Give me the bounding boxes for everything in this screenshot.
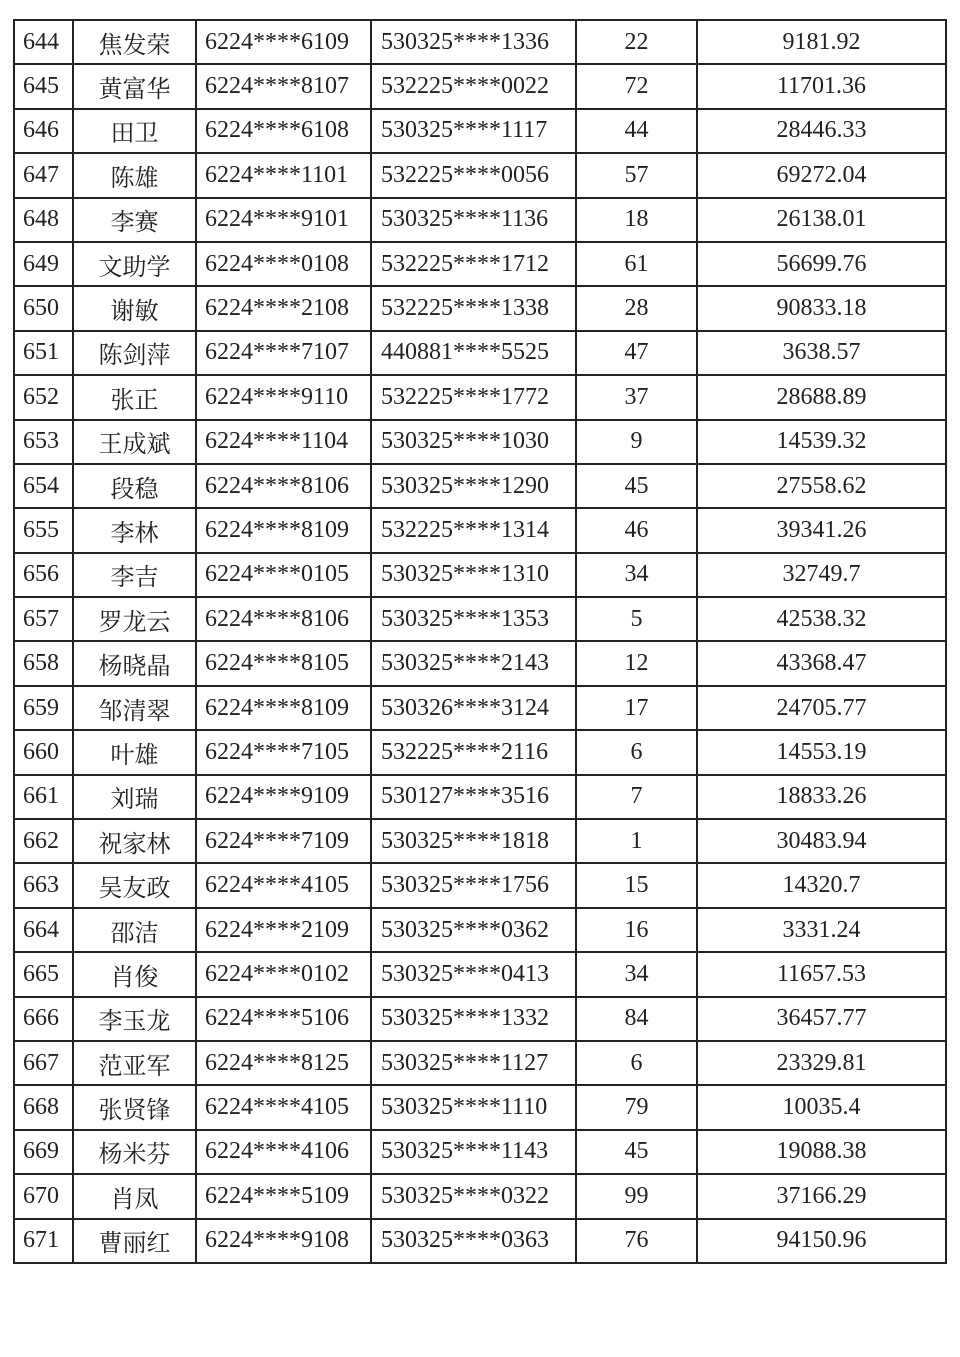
- id-number-cell: 530325****1030: [371, 420, 576, 464]
- name-cell: 焦发荣: [73, 20, 196, 64]
- amount-cell: 19088.38: [697, 1130, 946, 1174]
- name-cell: 陈剑萍: [73, 331, 196, 375]
- row-number-cell: 655: [14, 508, 73, 552]
- table-row: [14, 1041, 946, 1085]
- row-number-cell: 649: [14, 242, 73, 286]
- table-row: [14, 20, 946, 64]
- row-number-cell: 666: [14, 997, 73, 1041]
- amount-cell: 39341.26: [697, 508, 946, 552]
- name-cell: 肖凤: [73, 1174, 196, 1218]
- count-cell: 61: [576, 242, 697, 286]
- bank-card-number-cell: 6224****2109: [196, 908, 371, 952]
- name-cell: 杨晓晶: [73, 641, 196, 685]
- row-number-cell: 650: [14, 286, 73, 330]
- bank-card-number-cell: 6224****8106: [196, 464, 371, 508]
- amount-cell: 26138.01: [697, 198, 946, 242]
- amount-cell: 3331.24: [697, 908, 946, 952]
- id-number-cell: 530326****3124: [371, 686, 576, 730]
- row-number-cell: 646: [14, 109, 73, 153]
- amount-cell: 43368.47: [697, 641, 946, 685]
- row-number-cell: 658: [14, 641, 73, 685]
- bank-card-number-cell: 6224****7109: [196, 819, 371, 863]
- id-number-cell: 530325****1332: [371, 997, 576, 1041]
- count-cell: 28: [576, 286, 697, 330]
- count-cell: 17: [576, 686, 697, 730]
- count-cell: 47: [576, 331, 697, 375]
- table-row: [14, 1174, 946, 1218]
- name-cell: 李赛: [73, 198, 196, 242]
- id-number-cell: 530325****0322: [371, 1174, 576, 1218]
- amount-cell: 28446.33: [697, 109, 946, 153]
- amount-cell: 27558.62: [697, 464, 946, 508]
- table-row: [14, 286, 946, 330]
- bank-card-number-cell: 6224****7107: [196, 331, 371, 375]
- count-cell: 5: [576, 597, 697, 641]
- table-row: [14, 863, 946, 907]
- table-row: [14, 198, 946, 242]
- table-row: [14, 375, 946, 419]
- row-number-cell: 644: [14, 20, 73, 64]
- bank-card-number-cell: 6224****4105: [196, 1085, 371, 1129]
- bank-card-number-cell: 6224****4106: [196, 1130, 371, 1174]
- id-number-cell: 530325****1310: [371, 553, 576, 597]
- table-row: [14, 908, 946, 952]
- bank-card-number-cell: 6224****4105: [196, 863, 371, 907]
- row-number-cell: 656: [14, 553, 73, 597]
- row-number-cell: 651: [14, 331, 73, 375]
- count-cell: 12: [576, 641, 697, 685]
- count-cell: 34: [576, 952, 697, 996]
- bank-card-number-cell: 6224****1101: [196, 153, 371, 197]
- name-cell: 罗龙云: [73, 597, 196, 641]
- table-row: [14, 508, 946, 552]
- id-number-cell: 530325****1290: [371, 464, 576, 508]
- name-cell: 李林: [73, 508, 196, 552]
- name-cell: 文助学: [73, 242, 196, 286]
- table-row: [14, 641, 946, 685]
- bank-card-number-cell: 6224****8107: [196, 64, 371, 108]
- count-cell: 45: [576, 464, 697, 508]
- count-cell: 99: [576, 1174, 697, 1218]
- id-number-cell: 530325****1353: [371, 597, 576, 641]
- row-number-cell: 660: [14, 730, 73, 774]
- id-number-cell: 530325****1336: [371, 20, 576, 64]
- name-cell: 邹清翠: [73, 686, 196, 730]
- row-number-cell: 671: [14, 1219, 73, 1263]
- table-row: [14, 997, 946, 1041]
- table-row: [14, 153, 946, 197]
- count-cell: 57: [576, 153, 697, 197]
- name-cell: 肖俊: [73, 952, 196, 996]
- table-row: [14, 1130, 946, 1174]
- amount-cell: 11657.53: [697, 952, 946, 996]
- id-number-cell: 530127****3516: [371, 775, 576, 819]
- table-row: [14, 819, 946, 863]
- id-number-cell: 532225****1772: [371, 375, 576, 419]
- count-cell: 6: [576, 1041, 697, 1085]
- row-number-cell: 652: [14, 375, 73, 419]
- table-row: [14, 420, 946, 464]
- table-row: [14, 952, 946, 996]
- amount-cell: 14553.19: [697, 730, 946, 774]
- name-cell: 范亚军: [73, 1041, 196, 1085]
- row-number-cell: 657: [14, 597, 73, 641]
- count-cell: 6: [576, 730, 697, 774]
- name-cell: 李玉龙: [73, 997, 196, 1041]
- name-cell: 张贤锋: [73, 1085, 196, 1129]
- id-number-cell: 532225****1314: [371, 508, 576, 552]
- amount-cell: 36457.77: [697, 997, 946, 1041]
- id-number-cell: 530325****0363: [371, 1219, 576, 1263]
- bank-card-number-cell: 6224****8105: [196, 641, 371, 685]
- id-number-cell: 530325****1143: [371, 1130, 576, 1174]
- count-cell: 44: [576, 109, 697, 153]
- name-cell: 叶雄: [73, 730, 196, 774]
- bank-card-number-cell: 6224****1104: [196, 420, 371, 464]
- count-cell: 34: [576, 553, 697, 597]
- count-cell: 22: [576, 20, 697, 64]
- name-cell: 杨米芬: [73, 1130, 196, 1174]
- count-cell: 46: [576, 508, 697, 552]
- count-cell: 72: [576, 64, 697, 108]
- name-cell: 李吉: [73, 553, 196, 597]
- count-cell: 15: [576, 863, 697, 907]
- row-number-cell: 653: [14, 420, 73, 464]
- row-number-cell: 668: [14, 1085, 73, 1129]
- count-cell: 45: [576, 1130, 697, 1174]
- amount-cell: 14320.7: [697, 863, 946, 907]
- row-number-cell: 645: [14, 64, 73, 108]
- id-number-cell: 530325****1756: [371, 863, 576, 907]
- table-row: [14, 597, 946, 641]
- id-number-cell: 530325****1110: [371, 1085, 576, 1129]
- bank-card-number-cell: 6224****7105: [196, 730, 371, 774]
- amount-cell: 32749.7: [697, 553, 946, 597]
- table-row: [14, 1085, 946, 1129]
- bank-card-number-cell: 6224****9110: [196, 375, 371, 419]
- count-cell: 7: [576, 775, 697, 819]
- name-cell: 段稳: [73, 464, 196, 508]
- bank-card-number-cell: 6224****9101: [196, 198, 371, 242]
- id-number-cell: 530325****1818: [371, 819, 576, 863]
- amount-cell: 10035.4: [697, 1085, 946, 1129]
- amount-cell: 28688.89: [697, 375, 946, 419]
- id-number-cell: 530325****1117: [371, 109, 576, 153]
- id-number-cell: 532225****0022: [371, 64, 576, 108]
- amount-cell: 18833.26: [697, 775, 946, 819]
- amount-cell: 42538.32: [697, 597, 946, 641]
- row-number-cell: 654: [14, 464, 73, 508]
- bank-card-number-cell: 6224****6109: [196, 20, 371, 64]
- table-row: [14, 730, 946, 774]
- name-cell: 谢敏: [73, 286, 196, 330]
- id-number-cell: 530325****2143: [371, 641, 576, 685]
- id-number-cell: 530325****1136: [371, 198, 576, 242]
- amount-cell: 90833.18: [697, 286, 946, 330]
- id-number-cell: 532225****0056: [371, 153, 576, 197]
- amount-cell: 24705.77: [697, 686, 946, 730]
- name-cell: 吴友政: [73, 863, 196, 907]
- row-number-cell: 665: [14, 952, 73, 996]
- bank-card-number-cell: 6224****5109: [196, 1174, 371, 1218]
- name-cell: 邵洁: [73, 908, 196, 952]
- count-cell: 16: [576, 908, 697, 952]
- count-cell: 9: [576, 420, 697, 464]
- row-number-cell: 664: [14, 908, 73, 952]
- bank-card-number-cell: 6224****8125: [196, 1041, 371, 1085]
- row-number-cell: 659: [14, 686, 73, 730]
- bank-card-number-cell: 6224****8109: [196, 686, 371, 730]
- id-number-cell: 530325****0413: [371, 952, 576, 996]
- bank-card-number-cell: 6224****9109: [196, 775, 371, 819]
- count-cell: 18: [576, 198, 697, 242]
- count-cell: 37: [576, 375, 697, 419]
- row-number-cell: 667: [14, 1041, 73, 1085]
- id-number-cell: 532225****1338: [371, 286, 576, 330]
- row-number-cell: 670: [14, 1174, 73, 1218]
- id-number-cell: 532225****2116: [371, 730, 576, 774]
- bank-card-number-cell: 6224****2108: [196, 286, 371, 330]
- amount-cell: 56699.76: [697, 242, 946, 286]
- table-row: [14, 553, 946, 597]
- row-number-cell: 647: [14, 153, 73, 197]
- amount-cell: 37166.29: [697, 1174, 946, 1218]
- count-cell: 84: [576, 997, 697, 1041]
- bank-card-number-cell: 6224****0108: [196, 242, 371, 286]
- name-cell: 陈雄: [73, 153, 196, 197]
- id-number-cell: 440881****5525: [371, 331, 576, 375]
- name-cell: 刘瑞: [73, 775, 196, 819]
- row-number-cell: 661: [14, 775, 73, 819]
- name-cell: 曹丽红: [73, 1219, 196, 1263]
- table-row: [14, 331, 946, 375]
- name-cell: 张正: [73, 375, 196, 419]
- id-number-cell: 530325****1127: [371, 1041, 576, 1085]
- name-cell: 田卫: [73, 109, 196, 153]
- count-cell: 1: [576, 819, 697, 863]
- table-row: [14, 464, 946, 508]
- row-number-cell: 663: [14, 863, 73, 907]
- table-row: [14, 1219, 946, 1263]
- table-row: [14, 64, 946, 108]
- bank-card-number-cell: 6224****8109: [196, 508, 371, 552]
- data-table: [13, 19, 947, 1264]
- table-body: [14, 20, 946, 1263]
- bank-card-number-cell: 6224****8106: [196, 597, 371, 641]
- name-cell: 祝家林: [73, 819, 196, 863]
- table-row: [14, 775, 946, 819]
- row-number-cell: 662: [14, 819, 73, 863]
- amount-cell: 11701.36: [697, 64, 946, 108]
- count-cell: 76: [576, 1219, 697, 1263]
- bank-card-number-cell: 6224****5106: [196, 997, 371, 1041]
- amount-cell: 23329.81: [697, 1041, 946, 1085]
- name-cell: 黄富华: [73, 64, 196, 108]
- count-cell: 79: [576, 1085, 697, 1129]
- row-number-cell: 669: [14, 1130, 73, 1174]
- table-row: [14, 109, 946, 153]
- amount-cell: 94150.96: [697, 1219, 946, 1263]
- amount-cell: 3638.57: [697, 331, 946, 375]
- table-row: [14, 242, 946, 286]
- amount-cell: 9181.92: [697, 20, 946, 64]
- id-number-cell: 532225****1712: [371, 242, 576, 286]
- amount-cell: 69272.04: [697, 153, 946, 197]
- row-number-cell: 648: [14, 198, 73, 242]
- bank-card-number-cell: 6224****0105: [196, 553, 371, 597]
- bank-card-number-cell: 6224****0102: [196, 952, 371, 996]
- bank-card-number-cell: 6224****9108: [196, 1219, 371, 1263]
- bank-card-number-cell: 6224****6108: [196, 109, 371, 153]
- name-cell: 王成斌: [73, 420, 196, 464]
- table-row: [14, 686, 946, 730]
- amount-cell: 14539.32: [697, 420, 946, 464]
- amount-cell: 30483.94: [697, 819, 946, 863]
- id-number-cell: 530325****0362: [371, 908, 576, 952]
